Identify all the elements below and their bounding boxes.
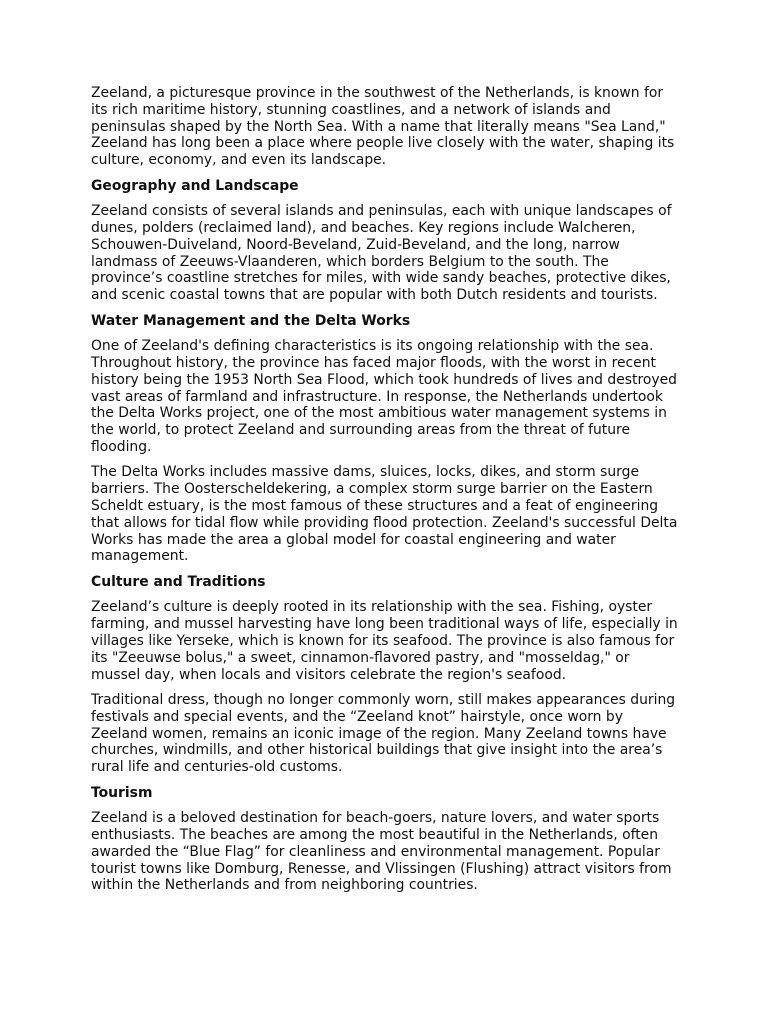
intro-paragraph: Zeeland, a picturesque province in the southwest of the Netherlands, is known for its rich maritime history, stunning coastlines, and a network of islands and peninsulas shaped by the North Sea. With a name that literally means "Sea Land," Zeeland has long been a place where people live closely with the water, shaping its culture, economy, and even its landscape.	[91, 85, 675, 169]
culture-paragraph-1: Zeeland’s culture is deeply rooted in its relationship with the sea. Fishing, oyster farming, and mussel harvesting have long been traditional ways of life, especially in villages like Yerseke, which is known for its seafood. The province is also famous for its "Zeeuwse bolus," a sweet, cinnamon-flavored pastry, and "mosseldag," or mussel day, when locals and visitors celebrate the region's seafood.	[91, 599, 678, 683]
water-management-heading: Water Management and the Delta Works	[91, 312, 411, 329]
geography-paragraph: Zeeland consists of several islands and peninsulas, each with unique landscapes of dunes, polders (reclaimed land), and beaches. Key regions include Walcheren, Schouwen-Duiveland, Noord-Beveland, Zuid-Beveland, and the long, narrow landmass of Zeeuws-Vlaanderen, which borders Belgium to the south. The province’s coastline stretches for miles, with wide sandy beaches, protective dikes, and scenic coastal towns that are popular with both Dutch residents and tourists.	[91, 203, 672, 304]
tourism-heading: Tourism	[91, 784, 153, 801]
water-management-paragraph-2: The Delta Works includes massive dams, sluices, locks, dikes, and storm surge barriers. The Oosterscheldekering, a complex storm surge barrier on the Eastern Scheldt estuary, is the most famous of these structures and a feat of engineering that allows for tidal flow while providing flood protection. Zeeland's successful Delta Works has made the area a global model for coastal engineering and water management.	[91, 464, 678, 565]
geography-heading: Geography and Landscape	[91, 177, 299, 194]
water-management-paragraph-1: One of Zeeland's defining characteristics is its ongoing relationship with the sea. Throughout history, the province has faced major floods, with the worst in recent history being the 1953 North Sea Flood, which took hundreds of lives and destroyed vast areas of farmland and infrastructure. In response, the Netherlands undertook the Delta Works project, one of the most ambitious water management systems in the world, to protect Zeeland and surrounding areas from the threat of future flooding.	[91, 338, 677, 455]
culture-heading: Culture and Traditions	[91, 573, 266, 590]
document-page	[91, 85, 681, 903]
culture-paragraph-2: Traditional dress, though no longer commonly worn, still makes appearances during festivals and special events, and the “Zeeland knot” hairstyle, once worn by Zeeland women, remains an iconic image of the region. Many Zeeland towns have churches, windmills, and other historical buildings that give insight into the area’s rural life and centuries-old customs.	[91, 692, 676, 776]
tourism-paragraph: Zeeland is a beloved destination for beach-goers, nature lovers, and water sports enthusiasts. The beaches are among the most beautiful in the Netherlands, often awarded the “Blue Flag” for cleanliness and environmental management. Popular tourist towns like Domburg, Renesse, and Vlissingen (Flushing) attract visitors from within the Netherlands and from neighboring countries.	[91, 810, 672, 894]
